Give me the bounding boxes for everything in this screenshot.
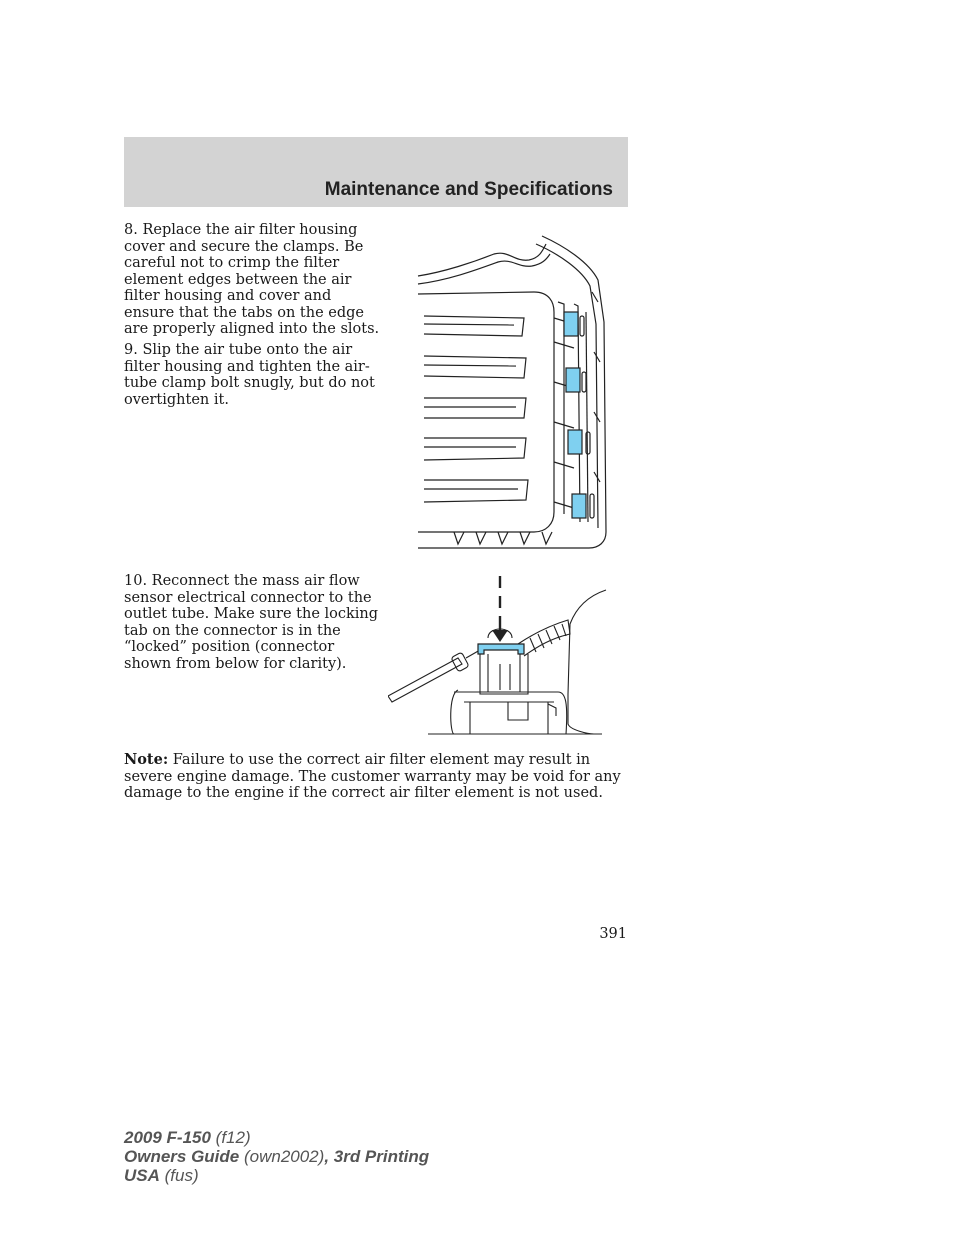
note-text: Failure to use the correct air filter element may result in severe engine damage. The customer warranty may be void for any damage to the engine if the correct air filter element is not used. [124, 752, 621, 801]
footer-model: 2009 F-150 [124, 1128, 211, 1147]
footer-market-code: (fus) [159, 1166, 199, 1185]
footer-guide-code: (own2002) [239, 1147, 325, 1166]
note-label: Note: [124, 751, 169, 768]
footer-model-code: (f12) [210, 1128, 251, 1147]
footer-market: USA [124, 1166, 160, 1185]
footer-printing: , 3rd Printing [324, 1147, 430, 1166]
air-filter-housing-illustration [414, 232, 614, 550]
step-8-text: 8. Replace the air filter housing cover and secure the clamps. Be careful not to crimp the filter element edges between the air filter housing and cover and ensure that the tabs on the edge are properly aligned into the slots. [124, 222, 380, 337]
section-header-band [124, 137, 628, 207]
page-number: 391 [599, 926, 627, 942]
section-title: Maintenance and Specifications [324, 179, 613, 200]
footer-line-3 [124, 1166, 429, 1185]
step-10-text: 10. Reconnect the mass air flow sensor electrical connector to the outlet tube. Make sure the locking tab on the connector is in the “locked” position (connector shown from below for clarity). [124, 573, 379, 672]
footer-guide: Owners Guide [124, 1147, 240, 1166]
step-9-text: 9. Slip the air tube onto the air filter housing and tighten the air-tube clamp bolt snugly, but do not overtighten it. [124, 342, 375, 408]
footer-line-2 [124, 1147, 429, 1166]
mass-air-flow-connector-illustration [388, 574, 614, 736]
footer-publication-info [124, 1128, 429, 1185]
note-paragraph [124, 752, 624, 802]
footer-line-1 [124, 1128, 429, 1147]
